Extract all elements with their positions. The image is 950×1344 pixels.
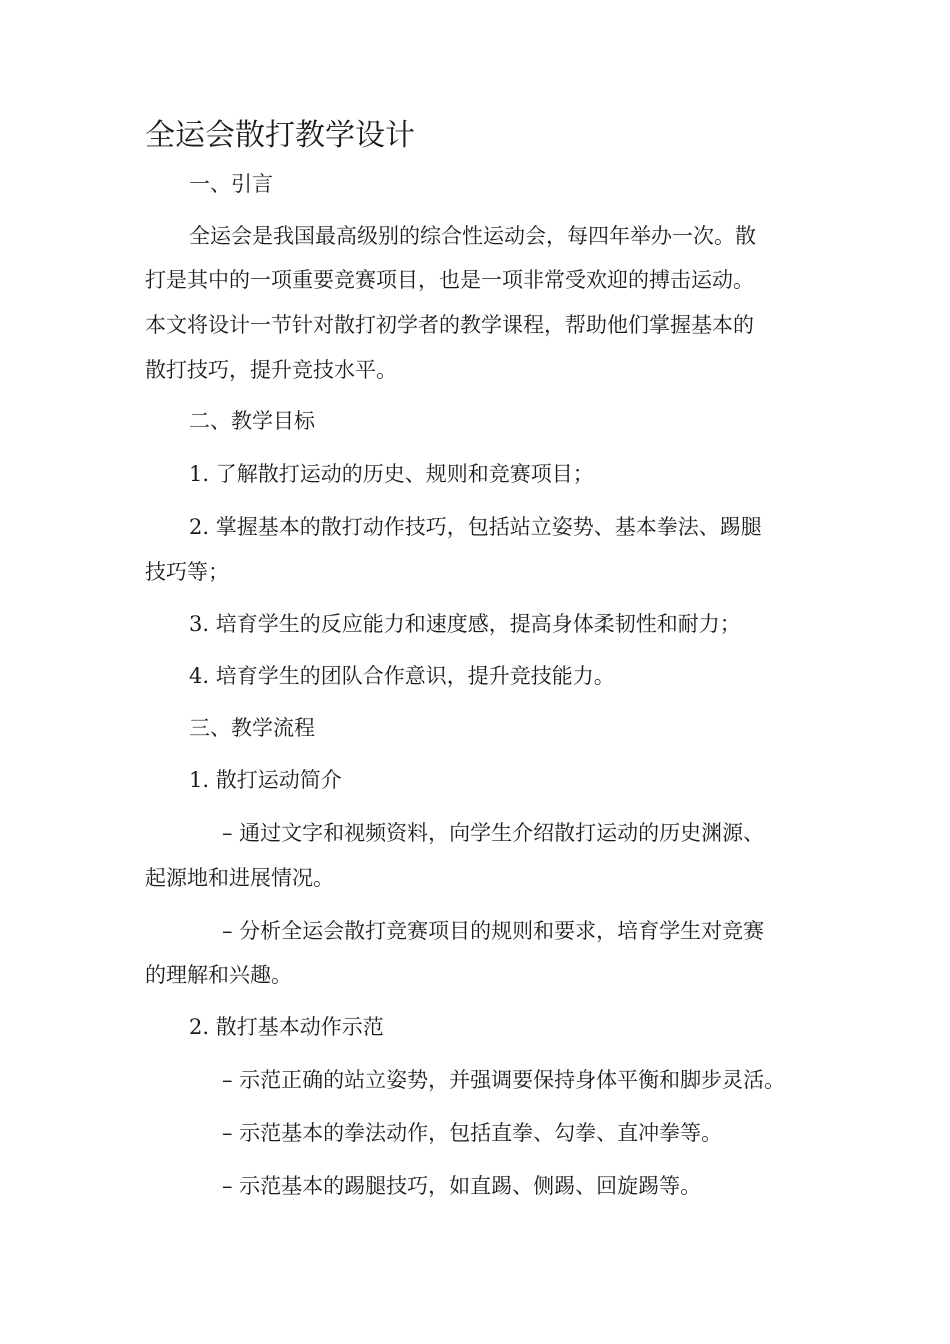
document-title: 全运会散打教学设计 (145, 118, 415, 153)
goal-item: 2. 掌握基本的散打动作技巧，包括站立姿势、基本拳法、踢腿 (189, 515, 762, 539)
goal-item: 1. 了解散打运动的历史、规则和竞赛项目； (189, 462, 594, 486)
process-step-title: 1. 散打运动简介 (189, 768, 342, 792)
process-bullet: – 分析全运会散打竞赛项目的规则和要求，培育学生对竞赛 (222, 919, 765, 943)
intro-paragraph-line: 本文将设计一节针对散打初学者的教学课程，帮助他们掌握基本的 (145, 313, 754, 337)
process-bullet: – 示范基本的拳法动作，包括直拳、勾拳、直冲拳等。 (222, 1121, 723, 1145)
section-heading-goals: 二、教学目标 (189, 409, 315, 433)
process-bullet: – 通过文字和视频资料，向学生介绍散打运动的历史渊源、 (222, 821, 765, 845)
process-bullet-continuation: 的理解和兴趣。 (145, 963, 292, 987)
intro-paragraph-line: 散打技巧，提升竞技水平。 (145, 358, 397, 382)
goal-item: 3. 培育学生的反应能力和速度感，提高身体柔韧性和耐力； (189, 612, 741, 636)
process-step-title: 2. 散打基本动作示范 (189, 1015, 384, 1039)
process-bullet: – 示范正确的站立姿势，并强调要保持身体平衡和脚步灵活。 (222, 1068, 786, 1092)
section-heading-process: 三、教学流程 (189, 716, 315, 740)
section-heading-intro: 一、引言 (189, 172, 273, 196)
process-bullet-continuation: 起源地和进展情况。 (145, 866, 334, 890)
goal-item-continuation: 技巧等； (145, 560, 229, 584)
process-bullet: – 示范基本的踢腿技巧，如直踢、侧踢、回旋踢等。 (222, 1174, 702, 1198)
intro-paragraph-line: 打是其中的一项重要竞赛项目，也是一项非常受欢迎的搏击运动。 (145, 268, 754, 292)
intro-paragraph-line: 全运会是我国最高级别的综合性运动会，每四年举办一次。散 (189, 224, 756, 248)
goal-item: 4. 培育学生的团队合作意识，提升竞技能力。 (189, 664, 615, 688)
